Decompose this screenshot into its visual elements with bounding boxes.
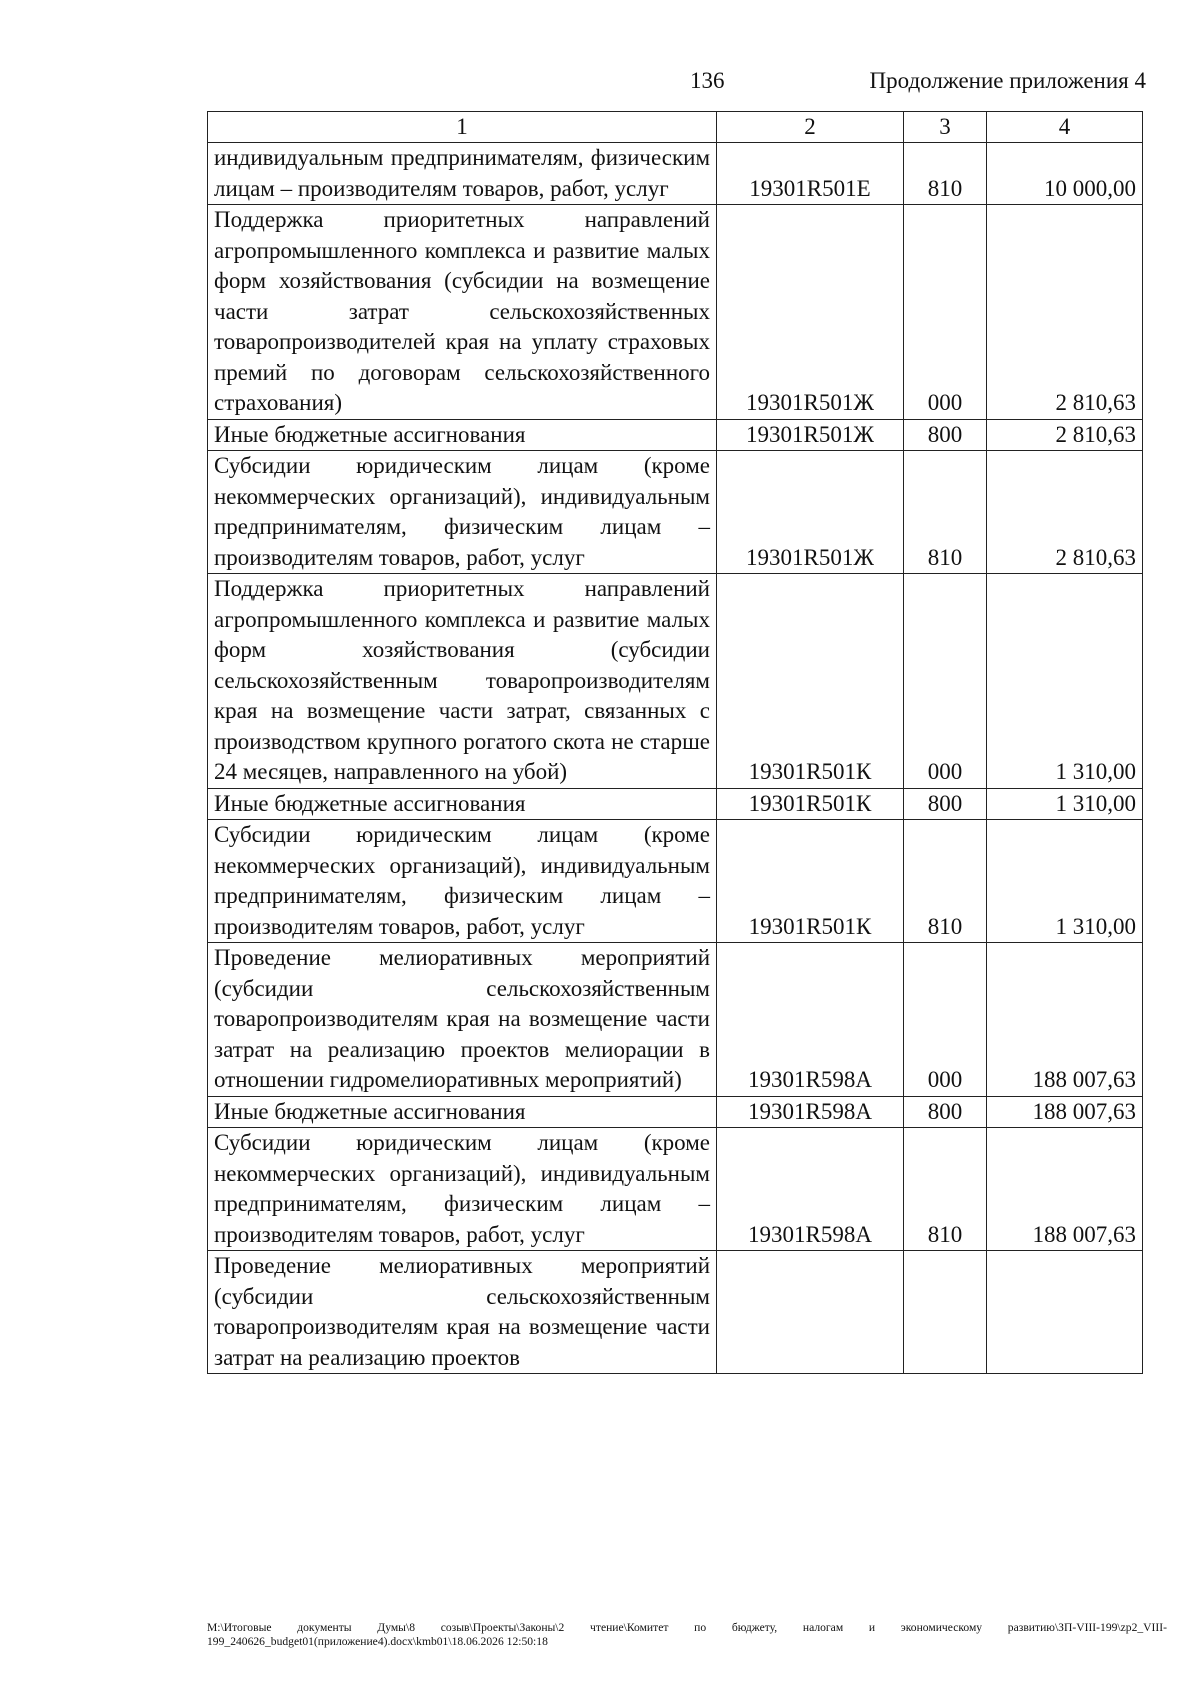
row-description: Субсидии юридическим лицам (кроме некоммерческих организаций), индивидуальным предпринимателям, физическим лицам – производителям товаров, работ, услуг [208, 820, 717, 943]
row-expense-type: 810 [904, 1128, 987, 1251]
row-code: 19301R598А [717, 1096, 904, 1128]
table-row [208, 143, 1143, 205]
row-description: Поддержка приоритетных направлений агропромышленного комплекса и развитие малых форм хозяйствования (субсидии на возмещение части затрат сельскохозяйственных товаропроизводителей края на уплату страховых премий по договорам сельскохозяйственного страхования) [208, 205, 717, 420]
row-code: 19301R501К [717, 788, 904, 820]
row-expense-type [904, 1251, 987, 1374]
row-expense-type: 810 [904, 820, 987, 943]
row-description: индивидуальным предпринимателям, физическим лицам – производителям товаров, работ, услуг [208, 143, 717, 205]
row-code: 19301R501Е [717, 143, 904, 205]
row-expense-type: 000 [904, 943, 987, 1097]
row-expense-type: 800 [904, 788, 987, 820]
row-amount [987, 1251, 1143, 1374]
row-description: Субсидии юридическим лицам (кроме некоммерческих организаций), индивидуальным предпринимателям, физическим лицам – производителям товаров, работ, услуг [208, 451, 717, 574]
row-amount: 188 007,63 [987, 1096, 1143, 1128]
row-amount: 10 000,00 [987, 143, 1143, 205]
row-code: 19301R501Ж [717, 419, 904, 451]
row-amount: 188 007,63 [987, 1128, 1143, 1251]
continuation-label: Продолжение приложения 4 [869, 68, 1146, 93]
row-expense-type: 810 [904, 143, 987, 205]
row-description: Иные бюджетные ассигнования [208, 1096, 717, 1128]
row-description: Иные бюджетные ассигнования [208, 788, 717, 820]
table-row [208, 943, 1143, 1097]
row-expense-type: 000 [904, 574, 987, 789]
row-amount: 1 310,00 [987, 574, 1143, 789]
row-code [717, 1251, 904, 1374]
row-amount: 1 310,00 [987, 820, 1143, 943]
table-row [208, 419, 1143, 451]
row-code: 19301R501К [717, 574, 904, 789]
row-expense-type: 800 [904, 1096, 987, 1128]
column-header: 4 [987, 112, 1143, 143]
row-amount: 2 810,63 [987, 419, 1143, 451]
row-expense-type: 810 [904, 451, 987, 574]
table-row [208, 1128, 1143, 1251]
row-code: 19301R598А [717, 943, 904, 1097]
row-description: Иные бюджетные ассигнования [208, 419, 717, 451]
row-code: 19301R501Ж [717, 205, 904, 420]
row-amount: 2 810,63 [987, 451, 1143, 574]
table-row [208, 1251, 1143, 1374]
column-header: 2 [717, 112, 904, 143]
row-code: 19301R598А [717, 1128, 904, 1251]
table-row [208, 820, 1143, 943]
row-description: Поддержка приоритетных направлений агропромышленного комплекса и развитие малых форм хозяйствования (субсидии сельскохозяйственным товаропроизводителям края на возмещение части затрат, связанных с производством крупного рогатого скота не старше 24 месяцев, направленного на убой) [208, 574, 717, 789]
table-row [208, 205, 1143, 420]
column-header: 1 [208, 112, 717, 143]
table-row [208, 788, 1143, 820]
row-expense-type: 000 [904, 205, 987, 420]
table-row [208, 1096, 1143, 1128]
row-description: Субсидии юридическим лицам (кроме некоммерческих организаций), индивидуальным предпринимателям, физическим лицам – производителям товаров, работ, услуг [208, 1128, 717, 1251]
row-amount: 2 810,63 [987, 205, 1143, 420]
row-code: 19301R501Ж [717, 451, 904, 574]
table-row [208, 574, 1143, 789]
row-amount: 1 310,00 [987, 788, 1143, 820]
row-code: 19301R501К [717, 820, 904, 943]
column-header: 3 [904, 112, 987, 143]
row-expense-type: 800 [904, 419, 987, 451]
table-header-row [208, 112, 1143, 143]
row-description: Проведение мелиоративных мероприятий (субсидии сельскохозяйственным товаропроизводителям края на возмещение части затрат на реализацию проектов [208, 1251, 717, 1374]
row-description: Проведение мелиоративных мероприятий (субсидии сельскохозяйственным товаропроизводителям края на возмещение части затрат на реализацию проектов мелиорации в отношении гидромелиоративных мероприятий) [208, 943, 717, 1097]
table-row [208, 451, 1143, 574]
document-path-footer: M:\Итоговые документы Думы\8 созыв\Проекты\Законы\2 чтение\Комитет по бюджету, налогам и экономическому развитию\ЗП-VIII-199\zp2_VIII-199_240626_budget01(приложение4).docx\kmb01\18.06.2026 12:50:18 [207, 1621, 1167, 1648]
page-number: 136 [690, 68, 725, 93]
budget-table [207, 111, 1143, 1374]
row-amount: 188 007,63 [987, 943, 1143, 1097]
